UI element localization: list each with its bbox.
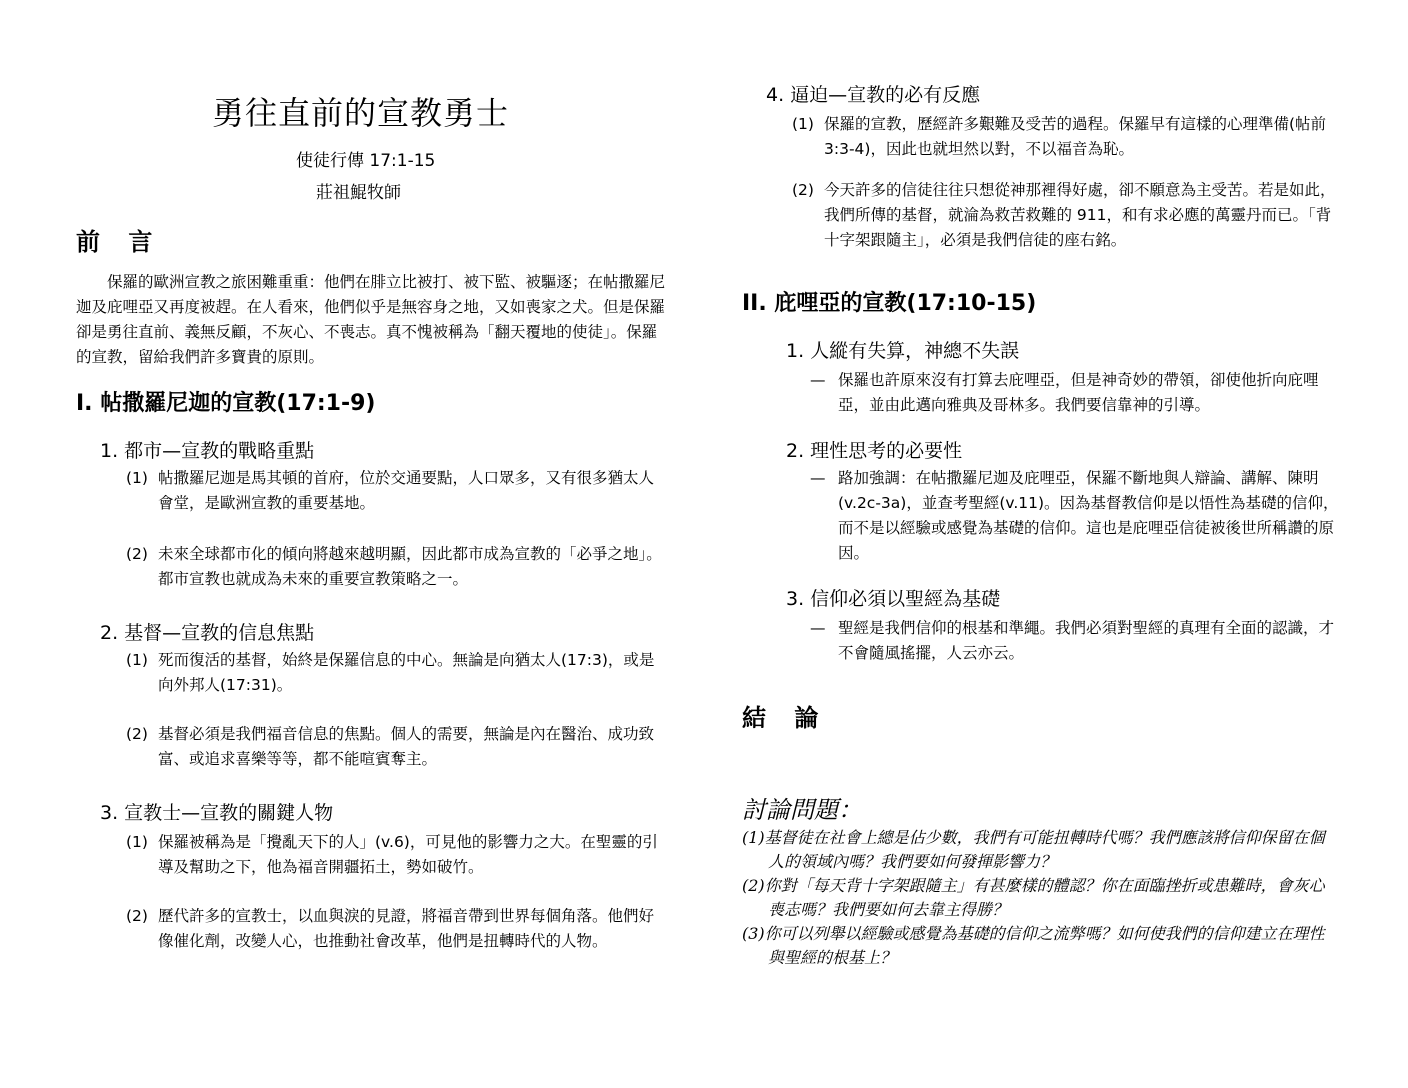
intro-paragraph: 保羅的歐洲宣教之旅困難重重：他們在腓立比被打、被下監、被驅逐；在帖撒羅尼迦及庇哩亞又再度被趕。在人看來，他們似乎是無容身之地，又如喪家之犬。但是保羅卻是勇往直前、義無反顧，不灰心、不喪志。真不愧被稱為「翻天覆地的使徒」。保羅的宣教，留給我們許多寶貴的原則。: [76, 273, 666, 366]
sub-point-text: 保羅被稱為是「攪亂天下的人」(v.6)，可見他的影響力之大。在聖靈的引導及幫助之下，他為福音開疆拓土，勢如破竹。: [158, 833, 658, 876]
sub-point: [792, 178, 1342, 253]
conclusion-heading: 結 論: [742, 703, 829, 732]
sub-point: [126, 648, 666, 698]
sub-point-text: 死而復活的基督，始終是保羅信息的中心。無論是向猶太人(17:3)，或是向外邦人(17:31)。: [158, 651, 655, 694]
sub-point-number: (1): [792, 115, 814, 133]
sub-point-number: (2): [792, 181, 814, 199]
page-title: 勇往直前的宣教勇士: [212, 94, 510, 132]
section-heading-thessalonica: [76, 386, 375, 417]
section-heading-text: II. 庇哩亞的宣教(17:10-15): [742, 291, 1037, 316]
berea-item-heading-3: 3. 信仰必須以聖經為基礎: [786, 588, 1001, 610]
sub-point-text: 今天許多的信徒往往只想從神那裡得好處，卻不願意為主受苦。若是如此，我們所傳的基督，就淪為救苦救難的 911，和有求必應的萬靈丹而已。「背十字架跟隨主」，必須是我們信徒的座右銘。: [824, 181, 1336, 249]
berea-item-heading-2: 2. 理性思考的必要性: [786, 440, 963, 462]
sub-point-number: (1): [126, 833, 148, 851]
sub-point-text: 未來全球都市化的傾向將越來越明顯，因此都市成為宣教的「必爭之地」。都市宣教也就成為未來的重要宣教策略之一。: [158, 545, 662, 588]
dash-point: [810, 616, 1342, 666]
item-heading-4: 4. 逼迫—宣教的必有反應: [766, 84, 981, 106]
dash-mark: —: [810, 619, 826, 637]
item-heading-1: 1. 都市—宣教的戰略重點: [100, 440, 315, 462]
sub-point-text: 基督必須是我們福音信息的焦點。個人的需要，無論是內在醫治、成功致富、或追求喜樂等等，都不能喧賓奪主。: [158, 725, 655, 768]
sub-point: [126, 904, 666, 954]
discussion-question: (2)你對「每天背十字架跟隨主」有甚麼樣的體認？你在面臨挫折或患難時，會灰心喪志嗎？我們要如何去靠主得勝？: [742, 876, 1325, 919]
dash-mark: —: [810, 371, 826, 389]
sub-point-number: (2): [126, 907, 148, 925]
sub-point-text: 保羅的宣教，歷經許多艱難及受苦的過程。保羅早有這樣的心理準備(帖前 3:3-4)，因此也就坦然以對，不以福音為恥。: [824, 115, 1327, 158]
dash-point-text: 聖經是我們信仰的根基和準繩。我們必須對聖經的真理有全面的認識，才不會隨風搖擺，人云亦云。: [838, 619, 1335, 662]
preacher-name: 莊祖鯤牧師: [316, 183, 401, 203]
intro-heading: 前 言: [76, 227, 163, 256]
discussion-heading: 討論問題：: [742, 796, 862, 824]
discussion-question: (1)基督徒在社會上總是佔少數，我們有可能扭轉時代嗎？我們應該將信仰保留在個人的領域內嗎？我們要如何發揮影響力？: [742, 828, 1325, 871]
section-heading-berea: [742, 286, 1036, 317]
sub-point-number: (1): [126, 651, 148, 669]
sub-point: [126, 466, 666, 516]
sub-point: [792, 112, 1342, 162]
sub-point-number: (2): [126, 545, 148, 563]
item-heading-3: 3. 宣教士—宣教的關鍵人物: [100, 802, 334, 824]
dash-point: [810, 466, 1342, 566]
discussion-questions: [742, 826, 1338, 970]
dash-mark: —: [810, 469, 826, 487]
dash-point-text: 路加強調：在帖撒羅尼迦及庇哩亞，保羅不斷地與人辯論、講解、陳明(v.2c-3a)，並查考聖經(v.11)。因為基督教信仰是以悟性為基礎的信仰，而不是以經驗或感覺為基礎的信仰。這也是庇哩亞信徒被後世所稱讚的原因。: [838, 469, 1339, 562]
sub-point-text: 帖撒羅尼迦是馬其頓的首府，位於交通要點，人口眾多，又有很多猶太人會堂，是歐洲宣教的重要基地。: [158, 469, 655, 512]
sub-point-number: (2): [126, 725, 148, 743]
sub-point: [126, 830, 666, 880]
scripture-reference: 使徒行傳 17:1-15: [296, 151, 436, 171]
dash-point: [810, 368, 1342, 418]
sub-point: [126, 542, 666, 592]
section-heading-text: I. 帖撒羅尼迦的宣教(17:1-9): [76, 391, 376, 416]
discussion-question: (3)你可以列舉以經驗或感覺為基礎的信仰之流弊嗎？如何使我們的信仰建立在理性與聖經的根基上？: [742, 924, 1325, 967]
item-heading-2: 2. 基督—宣教的信息焦點: [100, 622, 315, 644]
sub-point-text: 歷代許多的宣教士，以血與淚的見證，將福音帶到世界每個角落。他們好像催化劑，改變人心，也推動社會改革，他們是扭轉時代的人物。: [158, 907, 655, 950]
dash-point-text: 保羅也許原來沒有打算去庇哩亞，但是神奇妙的帶領，卻使他折向庇哩亞，並由此邁向雅典及哥林多。我們要信靠神的引導。: [838, 371, 1319, 414]
berea-item-heading-1: 1. 人縱有失算，神總不失誤: [786, 340, 1020, 362]
sub-point: [126, 722, 666, 772]
sub-point-number: (1): [126, 469, 148, 487]
